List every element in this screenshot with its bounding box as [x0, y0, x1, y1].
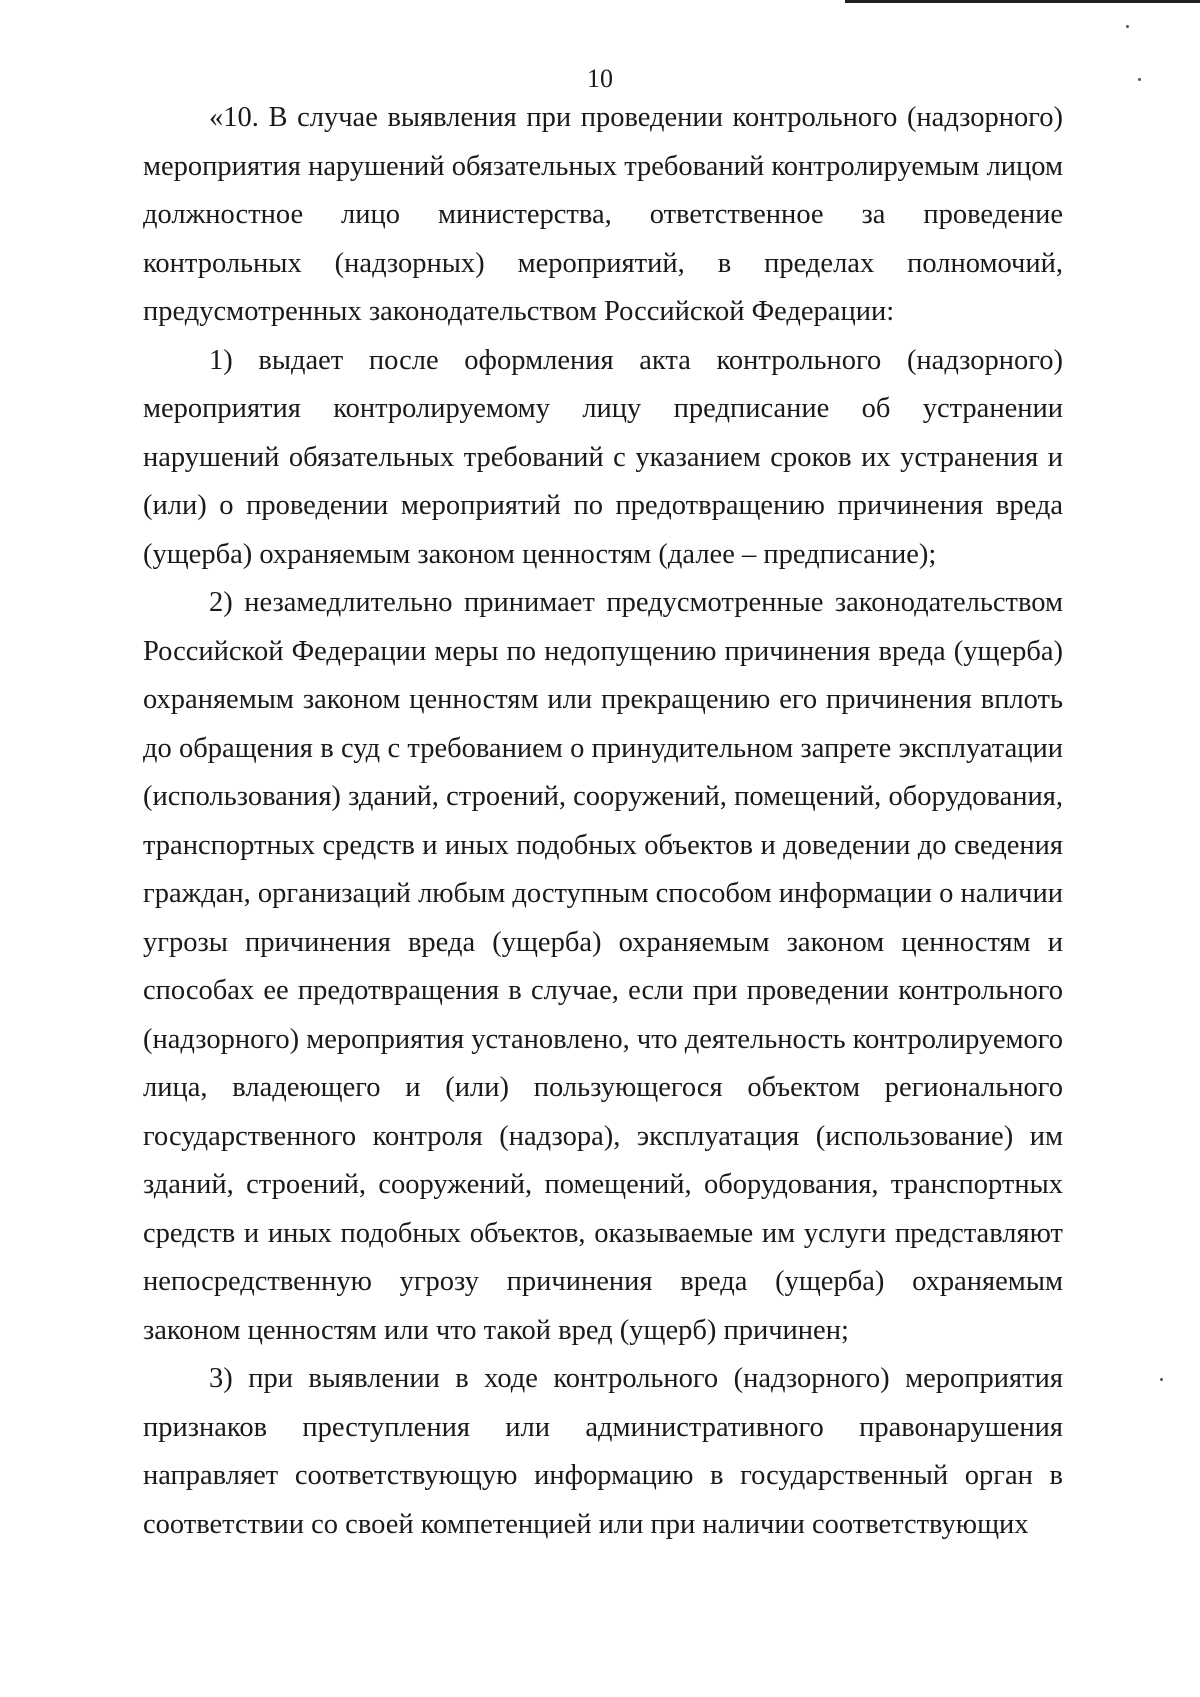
document-body [143, 94, 1063, 1549]
scan-speck [1138, 78, 1141, 81]
scan-speck [1160, 1378, 1163, 1381]
paragraph-item-1: 1) выдает после оформления акта контрольного (надзорного) мероприятия контролируемому лицу предписание об устранении нарушений обязательных требований с указанием сроков их устранения и (или) о проведении мероприятий по предотвращению причинения вреда (ущерба) охраняемым законом ценностям (далее – предписание); [143, 344, 1063, 570]
page-number: 10 [587, 64, 613, 93]
paragraph-intro: «10. В случае выявления при проведении контрольного (надзорного) мероприятия нарушений обязательных требований контролируемым лицом должностное лицо министерства, ответственное за проведение контрольных (надзорных) мероприятий, в пределах полномочий, предусмотренных законодательством Российской Федерации: [143, 102, 1063, 327]
scan-speck [1126, 25, 1129, 28]
paragraph-item-3: 3) при выявлении в ходе контрольного (надзорного) мероприятия признаков преступления или административного правонарушения направляет соответствующую информацию в государственный орган в соответствии со своей компетенцией или при наличии соответствующих [143, 1363, 1063, 1540]
paragraph-item-2: 2) незамедлительно принимает предусмотренные законодательством Российской Федерации меры по недопущению причинения вреда (ущерба) охраняемым законом ценностям или прекращению его причинения вплоть до обращения в суд с требованием о принудительном запрете эксплуатации (использования) зданий, строений, сооружений, помещений, оборудования, транспортных средств и иных подобных объектов и доведении до сведения граждан, организаций любым доступным способом информации о наличии угрозы причинения вреда (ущерба) охраняемым законом ценностям и способах ее предотвращения в случае, если при проведении контрольного (надзорного) мероприятия установлено, что деятельность контролируемого лица, владеющего и (или) пользующегося объектом регионального государственного контроля (надзора), эксплуатация (использование) им зданий, строений, сооружений, помещений, оборудования, транспортных средств и иных подобных объектов, оказываемые им услуги представляют непосредственную угрозу причинения вреда (ущерба) охраняемым законом ценностям или что такой вред (ущерб) причинен; [143, 587, 1064, 1346]
top-edge-rule [845, 0, 1200, 3]
